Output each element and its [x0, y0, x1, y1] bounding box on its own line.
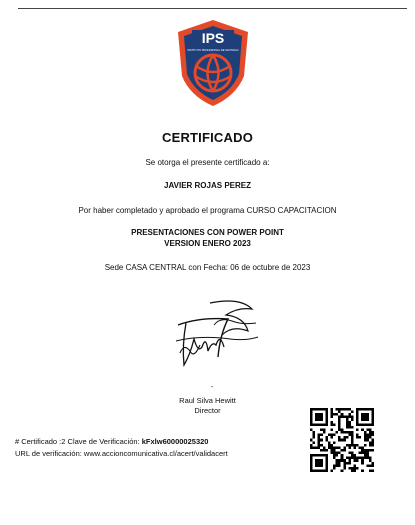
certificate-id-line: [15, 437, 208, 446]
sede-date-line: Sede CASA CENTRAL con Fecha: 06 de octubre de 2023: [104, 263, 311, 272]
top-rule: [18, 8, 407, 9]
certificate-title: CERTIFICADO: [161, 130, 254, 145]
verification-key: kFxlw60000025320: [141, 437, 209, 446]
program-line: Por haber completado y aprobado el programa CURSO CAPACITACION: [78, 206, 337, 215]
course-version: VERSION ENERO 2023: [164, 239, 251, 248]
verification-url: URL de verificación: www.accioncomunicativa.cl/acert/validacert: [15, 449, 228, 458]
logo-subtext: INSTITUTO PROFESIONAL DE SANTIAGO: [187, 49, 239, 52]
certificate-id-prefix: # Certificado :2 Clave de Verificación:: [15, 437, 142, 446]
course-name: PRESENTACIONES CON POWER POINT: [131, 228, 284, 237]
logo-text: IPS: [201, 30, 225, 46]
signature-line-mark: -: [211, 384, 214, 391]
qr-code-icon: [310, 408, 374, 472]
signer-role: Director: [194, 406, 221, 415]
ips-shield-logo: [174, 18, 252, 108]
recipient-name: JAVIER ROJAS PEREZ: [164, 181, 251, 190]
signer-name: Raul Silva Hewitt: [179, 396, 236, 405]
handwritten-signature: [160, 295, 270, 385]
intro-line: Se otorga el presente certificado a:: [145, 158, 270, 167]
